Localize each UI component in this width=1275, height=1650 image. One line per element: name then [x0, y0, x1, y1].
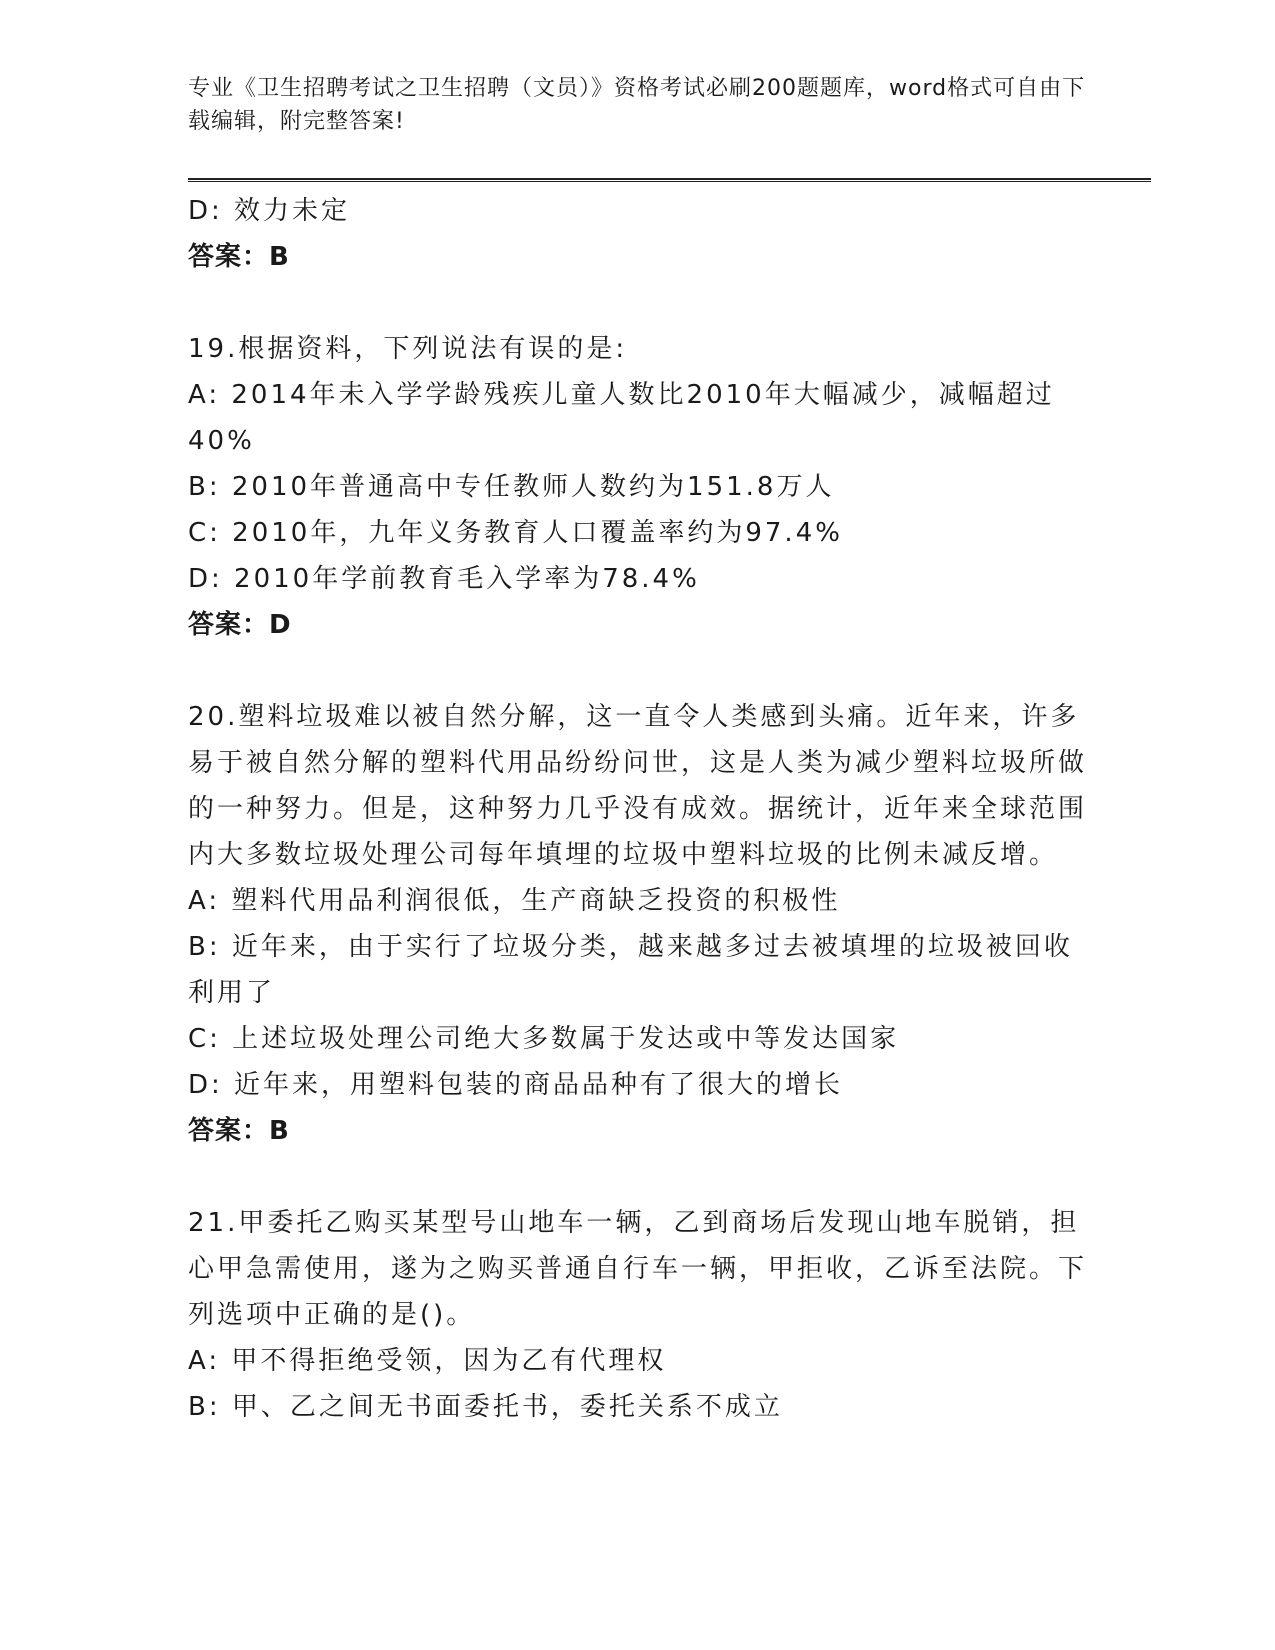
option-b: B: 2010年普通高中专任教师人数约为151.8万人: [188, 472, 835, 502]
option-d: D: 近年来，用塑料包装的商品品种有了很大的增长: [188, 1070, 844, 1100]
option-b: B: 近年来，由于实行了垃圾分类，越来越多过去被填埋的垃圾被回收利用了: [188, 932, 1073, 1008]
option-d: D: 效力未定: [188, 196, 351, 226]
option-a: A: 甲不得拒绝受领，因为乙有代理权: [188, 1346, 667, 1376]
option-d: D: 2010年学前教育毛入学率为78.4%: [188, 564, 700, 594]
option-b: B: 甲、乙之间无书面委托书，委托关系不成立: [188, 1392, 783, 1422]
option-a: A: 塑料代用品利润很低，生产商缺乏投资的积极性: [188, 886, 841, 916]
question-content: [188, 188, 1088, 1430]
header-divider: [188, 178, 1151, 182]
question-stem: 20.塑料垃圾难以被自然分解，这一直令人类感到头痛。近年来，许多易于被自然分解的塑料代用品纷纷问世，这是人类为减少塑料垃圾所做的一种努力。但是，这种努力几乎没有成效。据统计，近年来全球范围内大多数垃圾处理公司每年填埋的垃圾中塑料垃圾的比例未减反增。: [188, 702, 1088, 870]
option-c: C: 2010年，九年义务教育人口覆盖率约为97.4%: [188, 518, 843, 548]
question-stem: 19.根据资料，下列说法有误的是:: [188, 334, 628, 364]
answer-line: 答案：B: [188, 242, 290, 272]
answer-line: 答案：D: [188, 610, 292, 640]
page-header: 专业《卫生招聘考试之卫生招聘（文员）》资格考试必刷200题题库，word格式可自由下载编辑，附完整答案!: [188, 76, 1086, 134]
question-stem: 21.甲委托乙购买某型号山地车一辆，乙到商场后发现山地车脱销，担心甲急需使用，遂为之购买普通自行车一辆，甲拒收，乙诉至法院。下列选项中正确的是()。: [188, 1208, 1088, 1330]
option-c: C: 上述垃圾处理公司绝大多数属于发达或中等发达国家: [188, 1024, 900, 1054]
option-a: A: 2014年未入学学龄残疾儿童人数比2010年大幅减少，减幅超过40%: [188, 380, 1055, 456]
answer-line: 答案：B: [188, 1116, 290, 1146]
